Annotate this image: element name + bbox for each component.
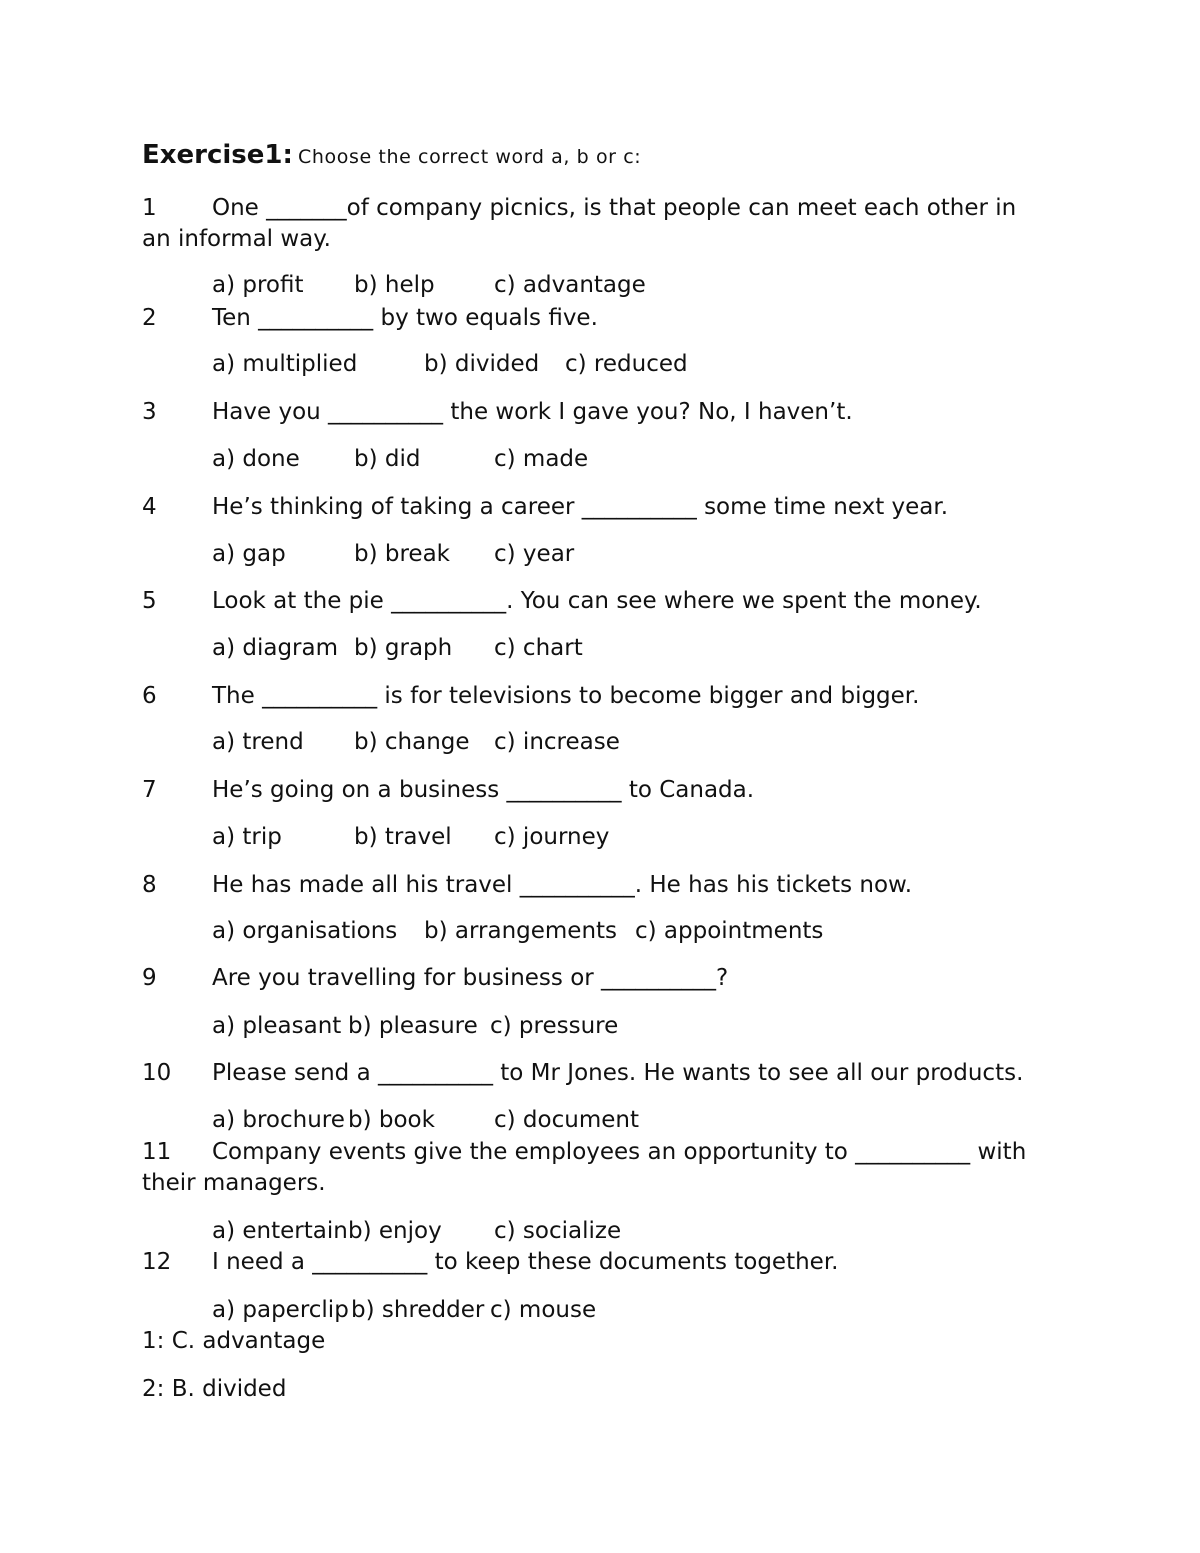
option-c: c) year [494,541,575,567]
question-text: Ten __________ by two equals five. [212,305,598,331]
option-b: b) change [354,729,470,755]
question-text: Company events give the employees an opportunity to __________ with their managers. [142,1139,1027,1196]
option-c: c) advantage [494,272,646,298]
option-a: a) multiplied [212,351,358,377]
question-text: He has made all his travel __________. He has his tickets now. [212,872,913,898]
option-a: a) gap [212,541,286,567]
option-b: b) help [354,272,435,298]
option-b: b) break [354,541,450,567]
question-number: 6 [142,683,157,709]
question-number: 1 [142,195,157,221]
option-a: a) organisations [212,918,398,944]
question-text: Please send a __________ to Mr Jones. He wants to see all our products. [212,1060,1024,1086]
option-c: c) increase [494,729,620,755]
question-text: Look at the pie __________. You can see where we spent the money. [212,588,982,614]
question-number: 9 [142,965,157,991]
option-c: c) reduced [565,351,688,377]
option-b: b) shredder [351,1297,485,1323]
exercise-instruction: Choose the correct word a, b or c: [298,146,642,168]
question-11 [142,1137,1052,1199]
question-1 [142,193,1052,255]
option-b: b) did [354,446,421,472]
option-c: c) made [494,446,589,472]
option-b: b) divided [424,351,540,377]
exercise-title: Exercise1: [142,140,293,170]
question-number: 10 [142,1060,172,1086]
option-c: c) socialize [494,1218,622,1244]
option-a: a) diagram [212,635,339,661]
option-c: c) pressure [490,1013,619,1039]
option-b: b) book [348,1107,435,1133]
question-text: I need a __________ to keep these documents together. [212,1249,839,1275]
option-b: b) travel [354,824,452,850]
option-b: b) graph [354,635,453,661]
question-text: He’s going on a business __________ to Canada. [212,777,755,803]
question-number: 11 [142,1139,172,1165]
option-a: a) done [212,446,300,472]
question-text: Are you travelling for business or __________? [212,965,729,991]
question-text: He’s thinking of taking a career __________ some time next year. [212,494,949,520]
exercise-heading [142,140,641,170]
option-b: b) enjoy [348,1218,442,1244]
option-c: c) mouse [490,1297,597,1323]
question-text: The __________ is for televisions to become bigger and bigger. [212,683,920,709]
option-a: a) entertain [212,1218,348,1244]
option-a: a) brochure [212,1107,345,1133]
question-text: One _______of company picnics, is that people can meet each other in an informal way. [142,195,1017,252]
answer-2: 2: B. divided [142,1376,287,1402]
option-a: a) profit [212,272,304,298]
question-number: 5 [142,588,157,614]
option-b: b) arrangements [424,918,618,944]
question-number: 4 [142,494,157,520]
option-c: c) appointments [635,918,824,944]
question-number: 12 [142,1249,172,1275]
option-a: a) paperclip [212,1297,349,1323]
option-a: a) pleasant [212,1013,342,1039]
question-number: 2 [142,305,157,331]
question-number: 7 [142,777,157,803]
option-c: c) document [494,1107,639,1133]
option-a: a) trend [212,729,304,755]
option-a: a) trip [212,824,282,850]
question-text: Have you __________ the work I gave you? No, I haven’t. [212,399,853,425]
question-number: 3 [142,399,157,425]
option-c: c) chart [494,635,583,661]
question-number: 8 [142,872,157,898]
answer-1: 1: C. advantage [142,1328,326,1354]
option-c: c) journey [494,824,610,850]
option-b: b) pleasure [348,1013,478,1039]
